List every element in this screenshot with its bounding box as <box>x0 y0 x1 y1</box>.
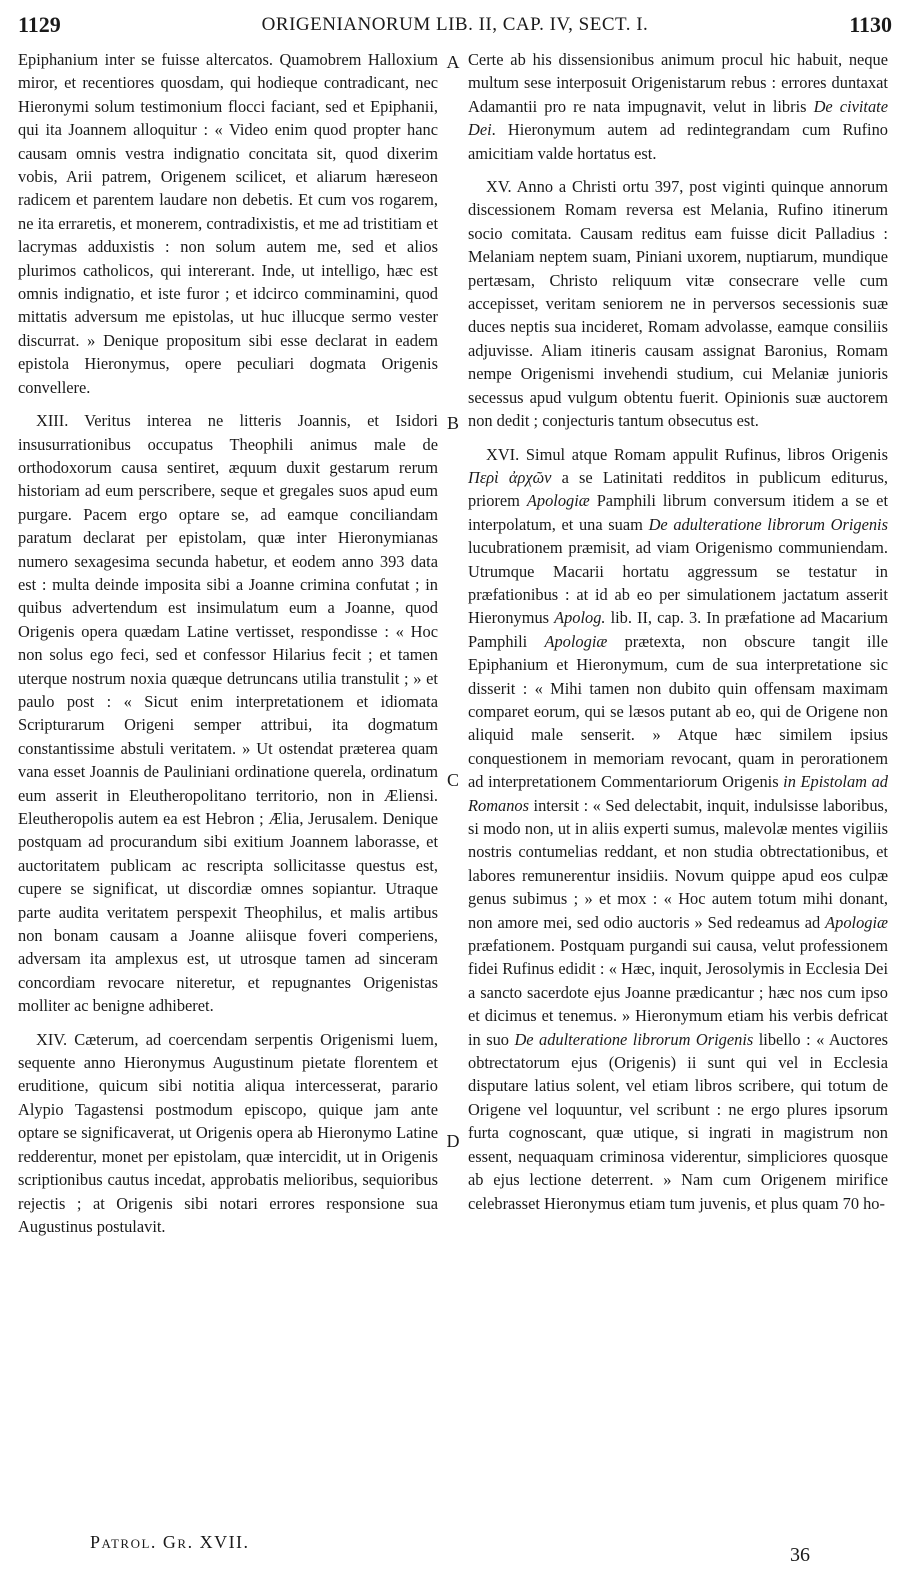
section-marker-b: B <box>446 413 459 433</box>
work-title: Apologiæ <box>825 912 888 932</box>
text-run: intersit : « Sed delectabit, inquit, indulsisse laboribus, si modo non, ut in aliis experti sumus, malevolæ mentes vigiliis nostris contumelias reddant, et non studia obtrectationibus, et labores remunerentur insidiis. Novum quippe apud eos culpæ genus subimus ; » et mox : « Hoc autem totum mihi donant, non amore mei, sed odio auctoris » Sed redeamus ad <box>468 795 888 932</box>
text-run: . Hieronymum autem ad redintegrandam cum Rufino amicitiam valde hortatus est. <box>468 120 888 163</box>
work-title: Apologiæ <box>526 491 590 511</box>
text-run: præfationem. Postquam purgandi sui causa, velut professionem fidei Rufinus edidit : « Hæc, inquit, Jerosolymis in Ecclesia Dei a sancto sacerdote ejus Joanne prædicantur ; hæc nos cum ipso et dicimus et tenemus. » Hieronymum etiam his verbis defricat in suo <box>468 936 888 1049</box>
text-run: prætexta, non obscure tangit ille Epiphanium et Hieronymum, cum de sua interpretatione sic disserit : « Mihi tamen non dubito quin offensam maximam comparet eorum, qui se læsos putant ab eo, qui de Origene non aliquid male senserit. » Atque hæc similem ipsius conquestionem in memoriam revocant, quam in perorationem ad interpretationem Commentariorum Origenis <box>468 631 888 792</box>
work-title: in Epistolam ad Romanos <box>468 772 888 815</box>
right-column <box>468 48 888 1225</box>
work-title: De adulteratione librorum Origenis <box>648 514 888 534</box>
page-number-left: 1129 <box>18 12 61 37</box>
volume-signature: Patrol. Gr. XVII. <box>90 1532 250 1552</box>
sheet-number: 36 <box>790 1544 810 1566</box>
right-paragraph-xvi <box>468 443 888 1215</box>
running-title: ORIGENIANORUM LIB. II, CAP. IV, SECT. I. <box>261 14 649 35</box>
text-run: Certe ab his dissensionibus animum procul hic habuit, neque multum sese interposuit Origenistarum rebus : errores duntaxat Adamantii pro re nata impugnavit, velut in libris <box>468 50 888 116</box>
right-paragraph-1 <box>468 48 888 165</box>
page-number-right: 1130 <box>849 12 892 37</box>
section-marker-d: D <box>446 1131 460 1151</box>
section-marker-a: A <box>446 52 460 72</box>
text-run: a se Latinitati redditos in publicum editurus, priorem <box>468 467 888 511</box>
work-title: Apologiæ <box>544 631 608 651</box>
left-paragraph-xiv: XIV. Cæterum, ad coercendam serpentis Origenismi luem, sequente anno Hieronymus Augustinum pietate florentem et eruditione, quicum sibi notitia aliqua intercesserat, parario Alypio Tagastensi postmodum episcopo, quique jam ante optare se significaverat, ut Origenis opera ab Hieronymo Latine redderentur, monet per epistolam, quæ intercidit, ut in Origenis scriptionibus cautus incedat, approbatis melioribus, sequioribus rejectis ; at Origenis sibi notari errores responsione sua Augustinus postulavit. <box>18 1029 438 1236</box>
work-title: De adulteratione librorum Origenis <box>514 1029 754 1049</box>
left-paragraph-xiii: XIII. Veritus interea ne litteris Joannis, et Isidori insusurrationibus occupatus Theophili animus male de orthodoxorum causa sentiret, æquum duxit gestarum rerum historiam ad eum perscribere, seque et gregales suos apud eum purgare. Pacem ergo optare se, ad eamque conciliandam paratum declarat per epistolam, quæ inter Hieronymianas numero sexagesima secunda habetur, et eodem anno 393 data est : multa deinde imposita sibi a Joanne crimina confutat ; in quibus advertendum est insimulatum eum a Joanne, quod Origenis opera quædam Latine vertisset, respondisse : « Hoc non solus ego feci, sed et confessor Hilarius fecit ; et tamen uterque nostrum noxia quæque detruncans utilia transtulit ; » et paulo post : « Sicut enim interpretationem et idiomata Scripturarum Origeni semper attribui, ita dogmatum constantissime abstuli veritatem. » Ut ostendat præterea quam vana esset Joannis de Pauliniani ordinatione querela, ordinatum eum asserit in Eleutheropolitano territorio, non in Æliensi. Eleutheropolis autem ea est Hebron ; Ælia, Jerusalem. Denique postquam ad procurandum sibi exitium Joannem laborasse, et auctoritatem publicam ac rescripta sollicitasse questus est, cupere se significat, ut discordiæ omnes sopiantur. Utraque parte audita veritatem perspexit Theophilus, et malis artibus non bonam causam a Joanne aliisque foveri comperiens, adversam ita amplexus est, ut utrosque tamen ad sinceram concordiam revocare niteretur, et repugnantes Origenistas molliter ac benigne adhiberet. <box>18 411 438 1016</box>
greek-title: Περὶ ἀρχῶν <box>468 467 552 487</box>
work-title: Apolog. <box>554 608 606 628</box>
text-run: libello : « Auctores obtrectatorum ejus (Origenis) ii sunt qui vel in Ecclesia disputare latius solent, vel etiam libros scribere, qui totum de Origene vel loquuntur, vel scribunt : ne ergo plures ipsorum furta cognoscant, quæ utique, si ingrati in magistrum non essent, nequaquam criminosa viderentur, simpliciores quosque ab ejus lectione deterrent. » Nam cum Origenem mirifice celebrasset Hieronymus etiam tum juvenis, et plus quam 70 ho- <box>468 1029 888 1213</box>
text-run: XVI. Simul atque Romam appulit Rufinus, libros Origenis <box>486 444 888 464</box>
text-run: Pamphili librum conversum itidem a se et interpolatum, et una suam <box>468 491 889 534</box>
text-run: lucubrationem præmisit, ad viam Origenismo communiendam. Utrumque Macarii hortatu aggressum se testatur in præfationibus : at id ab eo per simulationem jactatum asserit Hieronymus <box>468 538 888 628</box>
text-run: lib. II, cap. 3. In præfatione ad Macarium Pamphili <box>468 608 888 651</box>
section-marker-c: C <box>446 770 459 790</box>
left-paragraph-1: Epiphanium inter se fuisse altercatos. Quamobrem Halloxium miror, et recentiores quosdam, qui hodieque contradicant, nec Hieronymi solum testimonium flocci faciant, sed et Epiphanii, qui ita Joannem alloquitur : « Video enim quod propter hanc causam omnis vestra indignatio concitata sit, quod dixerim vobis, Arii patrem, Origenem scilicet, et aliarum hæreseon radicem et parentem laudare non debetis. Et cum vos rogarem, ne ita erraretis, et monerem, contradixistis, et me ad tristitiam et lacrymas adduxistis : non solum autem me, sed et alios plurimos catholicos, qui intererant. Inde, ut intelligo, hæc est omnis indignatio, et iste furor ; et idcirco comminamini, quod mittatis adversum me epistolas, ut huc illucque sermo vester discurrat. » Denique propositum sibi esse declarat in eadem epistola Hieronymus, opere peculiari dogmata Origenis convellere. <box>18 50 438 397</box>
left-column <box>18 48 438 1248</box>
page-header <box>18 8 892 44</box>
work-title: De civitate Dei <box>468 96 888 140</box>
right-paragraph-xv: XV. Anno a Christi ortu 397, post viginti quinque annorum discessionem Romam reversa est Melania, Rufino itinerum socio comitata. Causam reditus eam fuisse dicit Palladius : Melaniam neptem suam, Piniani uxorem, nuptiarum, mundique pertæsam, Christo reliquum vitæ consecrare velle cum accepisset, veritam seniorem ne in perversos secessionis suæ duces neptis sua incideret, Romam advolasse, eamque consiliis adjuvisse. Aliam itineris causam assignat Baronius, Romam nempe Origenismi invehendi studium, cui Melaniæ junioris secessus apud vulgum obtentu fuerit. Opinionis suæ auctorem non dedit ; conjecturis tantum obsecutus est. <box>468 177 888 431</box>
